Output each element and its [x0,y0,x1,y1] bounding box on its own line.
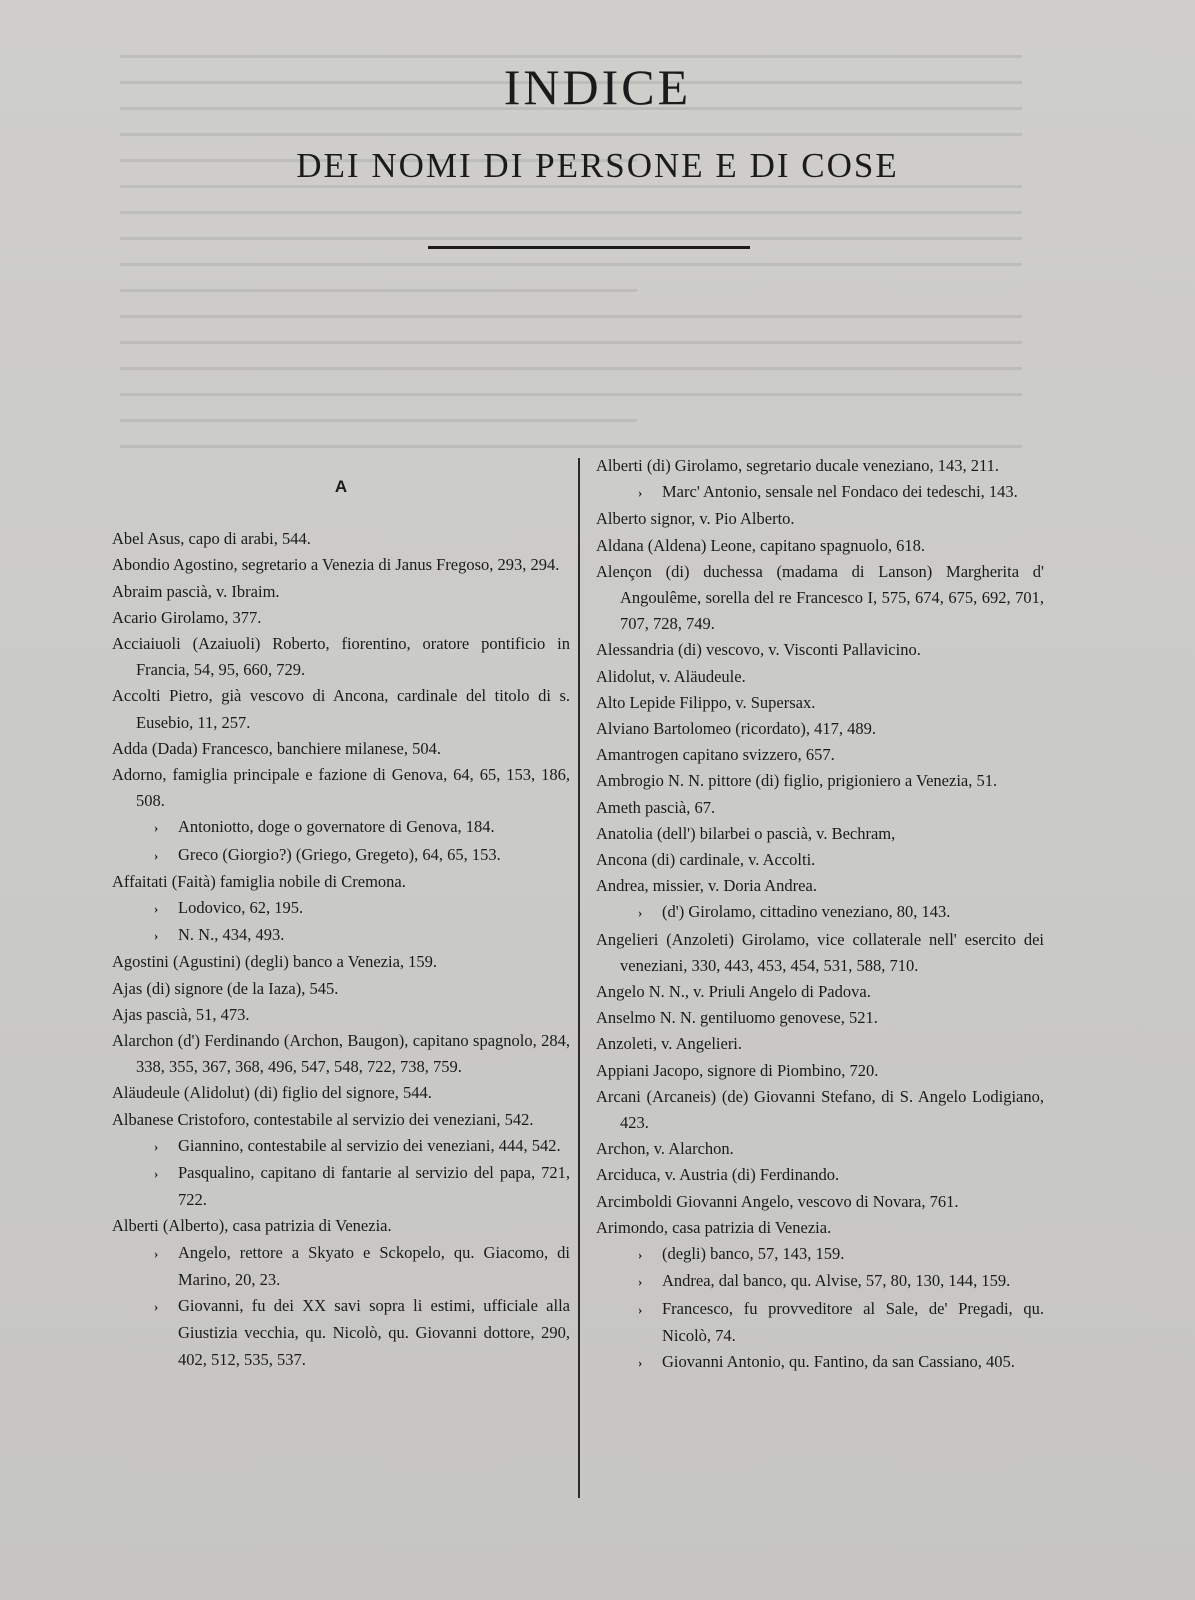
show-through-line [120,133,1022,136]
show-through-line [120,315,1022,318]
index-entry [596,453,1044,479]
page-subtitle: DEI NOMI DI PERSONE E DI COSE [296,146,899,185]
index-entry [112,1107,570,1133]
index-subentry [596,1349,1044,1376]
index-entry [112,605,570,631]
index-subentry [112,895,570,922]
entry-text: Adorno, famiglia principale e fazione di Genova, 64, 65, 153, 186, 508. [112,765,570,811]
index-entry [596,847,1044,873]
entry-text: Ajas (di) signore (de la Iaza), 545. [112,978,339,998]
entry-text: Affaitati (Faità) famiglia nobile di Cremona. [112,871,406,891]
entry-text: Arcani (Arcaneis) (de) Giovanni Stefano, di S. Angelo Lodigiano, 423. [596,1086,1044,1133]
entry-text: Aldana (Aldena) Leone, capitano spagnuolo, 618. [596,535,925,555]
index-entry [112,526,570,552]
show-through-line [120,419,637,422]
index-entry [112,552,570,578]
entry-text: Anselmo N. N. gentiluomo genovese, 521. [596,1008,878,1028]
entry-text: Alidolut, v. Aläudeule. [596,666,746,686]
index-entry [112,1080,570,1106]
entry-text: Abel Asus, capo di arabi, 544. [112,529,311,549]
section-letter: A [334,477,348,496]
index-entry [596,979,1044,1005]
show-through-line [120,367,1022,370]
entry-text: Anatolia (dell') bilarbei o pascià, v. Bechram, [596,823,896,843]
entry-text: Alviano Bartolomeo (ricordato), 417, 489. [596,719,876,739]
entry-text: Abraim pascià, v. Ibraim. [112,581,280,601]
index-entry [596,768,1044,794]
index-subentry [596,1241,1044,1268]
entry-text: Appiani Jacopo, signore di Piombino, 720. [596,1060,879,1080]
column-divider [578,458,580,1498]
show-through-line [120,289,637,292]
index-entry [112,579,570,605]
index-entry [596,821,1044,847]
index-entry [596,1058,1044,1084]
ditto-mark-icon: › [154,1138,159,1154]
entry-text: Alberto signor, v. Pio Alberto. [596,509,795,529]
index-entry [596,1189,1044,1215]
entry-text: Ancona (di) cardinale, v. Accolti. [596,850,816,870]
index-subentry [596,899,1044,926]
show-through-line [120,393,1022,396]
entry-text: Agostini (Agustini) (degli) banco a Venezia, 159. [112,952,438,972]
entry-text: Alto Lepide Filippo, v. Supersax. [596,692,816,712]
index-entry [112,949,570,975]
entry-text: Ambrogio N. N. pittore (di) figlio, prigioniero a Venezia, 51. [596,771,998,791]
index-entry [596,1215,1044,1241]
entry-text: Acciaiuoli (Azaiuoli) Roberto, fiorentino, oratore pontificio in Francia, 54, 95, 660, 729. [112,634,570,680]
entry-text: Alarchon (d') Ferdinando (Archon, Baugon), capitano spagnolo, 284, 338, 355, 367, 368, 496, 547, 548, 722, 738, 759. [112,1031,570,1077]
index-entry [596,742,1044,768]
index-entry [112,683,570,735]
ditto-mark-icon: › [154,1166,159,1182]
entry-text: Arcimboldi Giovanni Angelo, vescovo di Novara, 761. [596,1191,959,1211]
entry-text: Acario Girolamo, 377. [112,607,262,627]
index-entry [112,631,570,683]
ditto-mark-icon: › [154,1299,159,1315]
title-rule [428,246,750,249]
entry-text: Angelieri (Anzoleti) Girolamo, vice collaterale nell' esercito dei veneziani, 330, 443, 453, 454, 531, 588, 710. [596,929,1044,975]
index-subentry [112,814,570,841]
entry-text: Angelo N. N., v. Priuli Angelo di Padova. [596,982,871,1002]
show-through-line [120,341,1022,344]
entry-text: Alberti (di) Girolamo, segretario ducale veneziano, 143, 211. [596,456,1000,475]
index-entry [596,1136,1044,1162]
index-entry [112,762,570,814]
ditto-mark-icon: › [638,1354,643,1370]
ditto-mark-icon: › [638,1247,643,1263]
index-subentry [596,1296,1044,1349]
index-subentry [112,1160,570,1213]
right-column [596,453,1044,1376]
index-entry [596,637,1044,663]
ditto-mark-icon: › [638,905,643,921]
entry-text: Aläudeule (Alidolut) (di) figlio del signore, 544. [112,1083,432,1103]
index-entry [596,506,1044,532]
index-entry [112,869,570,895]
left-column [112,474,570,1373]
right-entries [596,453,1044,1376]
show-through-line [120,237,1022,240]
show-through-line [120,211,1022,214]
index-entry [596,1031,1044,1057]
show-through-texture [120,55,1060,475]
entry-text: Giannino, contestabile al servizio dei veneziani, 444, 542. [178,1135,561,1155]
entry-text: Antoniotto, doge o governatore di Genova, 184. [178,817,495,837]
index-subentry [112,1293,570,1373]
entry-text: Giovanni Antonio, qu. Fantino, da san Cassiano, 405. [662,1351,1015,1371]
ditto-mark-icon: › [154,1245,159,1261]
entry-text: Giovanni, fu dei XX savi sopra li estimi, ufficiale alla Giustizia vecchia, qu. Nicolò, qu. Giovanni dottore, 290, 402, 512, 535, 537. [178,1296,570,1369]
entry-text: Arciduca, v. Austria (di) Ferdinando. [596,1165,840,1185]
entry-text: Greco (Giorgio?) (Griego, Gregeto), 64, 65, 153. [178,844,501,864]
ditto-mark-icon: › [154,901,159,917]
ditto-mark-icon: › [638,1301,643,1317]
index-entry [112,1028,570,1080]
entry-text: Angelo, rettore a Skyato e Sckopelo, qu. Giacomo, di Marino, 20, 23. [178,1242,570,1289]
index-entry [112,1213,570,1239]
entry-text: Andrea, missier, v. Doria Andrea. [596,876,817,896]
ditto-mark-icon: › [154,847,159,863]
index-subentry [112,1240,570,1293]
show-through-line [120,263,1022,266]
entry-text: Arimondo, casa patrizia di Venezia. [596,1217,832,1237]
entry-text: Francesco, fu provveditore al Sale, de' Pregadi, qu. Nicolò, 74. [662,1298,1044,1345]
entry-text: Alessandria (di) vescovo, v. Visconti Pallavicino. [596,640,921,660]
index-subentry [596,479,1044,506]
ditto-mark-icon: › [638,1274,643,1290]
index-entry [596,1084,1044,1136]
entry-text: Albanese Cristoforo, contestabile al servizio dei veneziani, 542. [112,1109,534,1129]
entry-text: Alençon (di) duchessa (madama di Lanson) Margherita d' Angoulême, sorella del re Francesco I, 575, 674, 675, 692, 701, 707, 728, 749. [596,561,1044,634]
index-entry [596,559,1044,638]
entry-text: Abondio Agostino, segretario a Venezia di Janus Fregoso, 293, 294. [112,555,560,575]
ditto-mark-icon: › [638,485,643,501]
index-entry [596,533,1044,559]
index-entry [596,873,1044,899]
index-entry [112,1002,570,1028]
ditto-mark-icon: › [154,820,159,836]
entry-text: Andrea, dal banco, qu. Alvise, 57, 80, 130, 144, 159. [662,1271,1011,1291]
entry-text: Ameth pascià, 67. [596,797,716,817]
entry-text: (degli) banco, 57, 143, 159. [662,1244,845,1264]
index-entry [596,1005,1044,1031]
page-title: INDICE [503,59,692,115]
index-entry [596,716,1044,742]
index-subentry [112,1133,570,1160]
index-entry [596,664,1044,690]
index-entry [596,795,1044,821]
left-entries [112,526,570,1373]
index-entry [596,690,1044,716]
entry-text: Amantrogen capitano svizzero, 657. [596,745,835,765]
entry-text: Adda (Dada) Francesco, banchiere milanese, 504. [112,738,441,758]
entry-text: Anzoleti, v. Angelieri. [596,1034,743,1054]
entry-text: Marc' Antonio, sensale nel Fondaco dei tedeschi, 143. [662,482,1018,502]
entry-text: Lodovico, 62, 195. [178,898,304,918]
entry-text: (d') Girolamo, cittadino veneziano, 80, 143. [662,902,951,922]
entry-text: Archon, v. Alarchon. [596,1139,734,1159]
ditto-mark-icon: › [154,928,159,944]
index-subentry [112,842,570,869]
entry-text: Pasqualino, capitano di fantarie al servizio del papa, 721, 722. [178,1163,570,1210]
entry-text: Accolti Pietro, già vescovo di Ancona, cardinale del titolo di s. Eusebio, 11, 257. [112,686,570,732]
entry-text: Alberti (Alberto), casa patrizia di Venezia. [112,1216,392,1236]
index-entry [596,1162,1044,1188]
index-entry [596,927,1044,979]
index-subentry [596,1268,1044,1295]
index-subentry [112,922,570,949]
index-entry [112,976,570,1002]
entry-text: N. N., 434, 493. [178,925,285,945]
show-through-line [120,445,1022,448]
entry-text: Ajas pascià, 51, 473. [112,1004,250,1024]
index-entry [112,736,570,762]
